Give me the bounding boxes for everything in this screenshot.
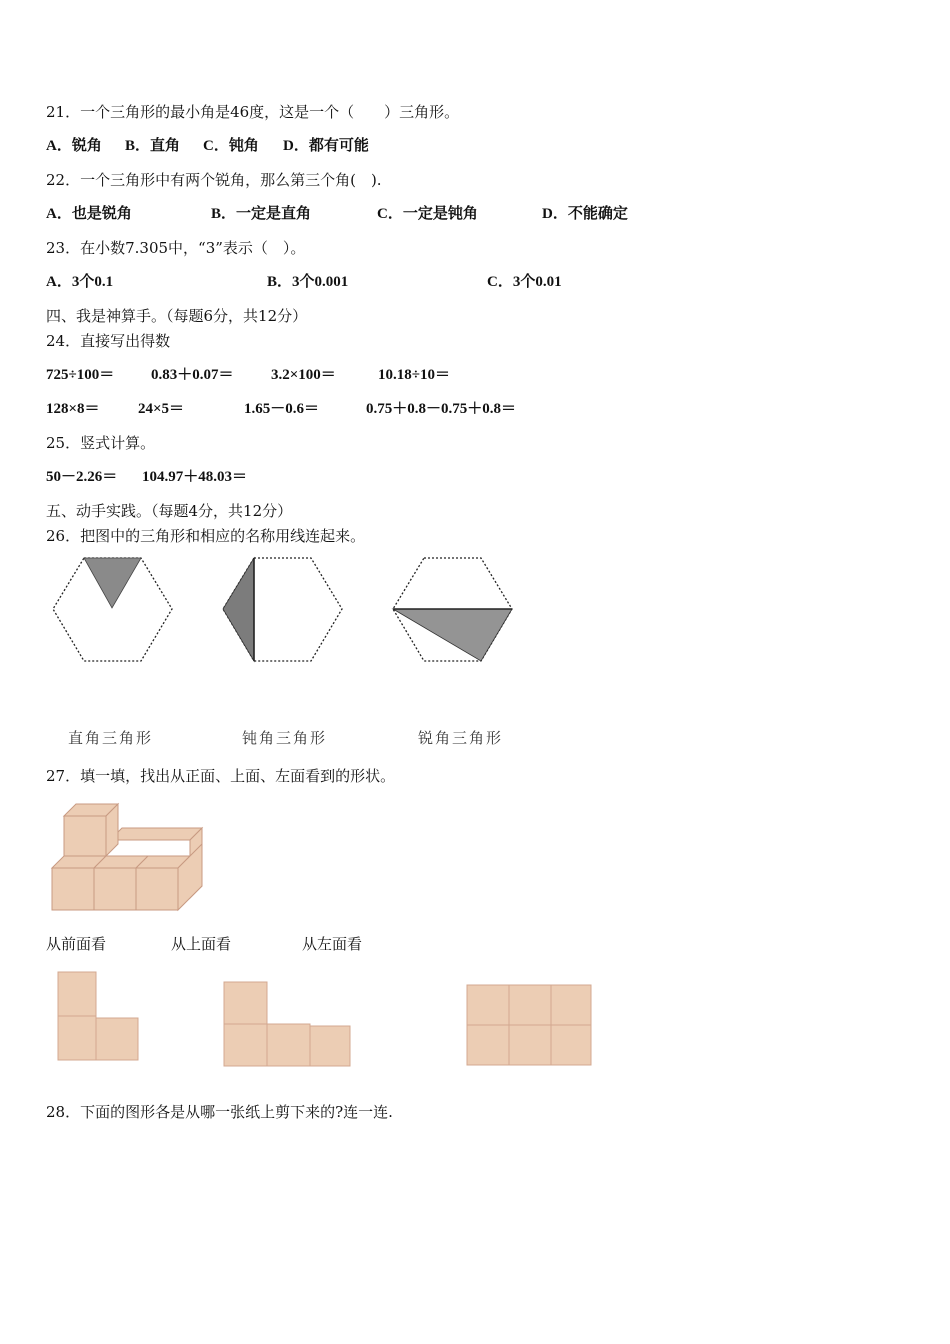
hexagon-figure-3 [390,555,515,665]
hexagon-figure-2 [220,555,345,665]
q24-r1-c2: 0.83＋0.07＝ [151,367,234,383]
q23-option-c: C．3个0.01 [487,274,562,290]
view-shape-3 [465,983,595,1068]
cube-stack-figure [50,800,205,915]
view-shape-1 [56,970,141,1065]
q21-option-a: A．锐角 [46,138,102,154]
section-4-heading: 四、我是神算手。（每题6分，共12分） [46,307,308,325]
q23-option-a: A．3个0.1 [46,274,114,290]
q24-r1-c1: 725÷100＝ [46,367,115,383]
q25-item-1: 50－2.26＝ [46,469,118,485]
view-shape-2 [222,980,352,1068]
shaded-triangle [223,558,254,661]
q21-option-d: D．都有可能 [283,138,369,154]
q21-option-c: C．钝角 [203,138,259,154]
q22-option-d: D．不能确定 [542,206,628,222]
q24-r2-c3: 1.65－0.6＝ [244,401,320,417]
label-obtuse-triangle: 钝角三角形 [242,729,328,747]
q24-r1-c3: 3.2×100＝ [271,367,336,383]
q26-stem: 26．把图中的三角形和相应的名称用线连起来。 [46,527,366,545]
q25-item-2: 104.97＋48.03＝ [142,469,248,485]
label-right-triangle: 直角三角形 [68,729,154,747]
q22-option-a: A．也是锐角 [46,206,132,222]
q24-stem: 24．直接写出得数 [46,332,171,350]
view-label-left: 从左面看 [302,935,363,953]
q23-stem: 23．在小数7.305中，“3”表示（ ）。 [46,239,306,257]
q27-stem: 27．填一填，找出从正面、上面、左面看到的形状。 [46,767,396,785]
view-label-front: 从前面看 [46,935,107,953]
q24-r2-c4: 0.75＋0.8－0.75＋0.8＝ [366,401,517,417]
shaded-triangle [84,558,141,608]
q24-r1-c4: 10.18÷10＝ [378,367,450,383]
q21-stem: 21．一个三角形的最小角是46度，这是一个（ ）三角形。 [46,103,460,121]
q23-option-b: B．3个0.001 [267,274,349,290]
view-label-top: 从上面看 [171,935,232,953]
q24-r2-c1: 128×8＝ [46,401,100,417]
q28-stem: 28．下面的图形各是从哪一张纸上剪下来的?连一连. [46,1103,393,1121]
q22-option-b: B．一定是直角 [211,206,312,222]
q21-option-b: B．直角 [125,138,181,154]
label-acute-triangle: 锐角三角形 [418,729,504,747]
shaded-triangle [393,609,512,661]
section-5-heading: 五、动手实践。（每题4分，共12分） [46,502,293,520]
hexagon-figure-1 [50,555,175,665]
q22-option-c: C．一定是钝角 [377,206,478,222]
q22-stem: 22．一个三角形中有两个锐角，那么第三个角( ). [46,171,382,189]
q25-stem: 25．竖式计算。 [46,434,156,452]
q24-r2-c2: 24×5＝ [138,401,185,417]
